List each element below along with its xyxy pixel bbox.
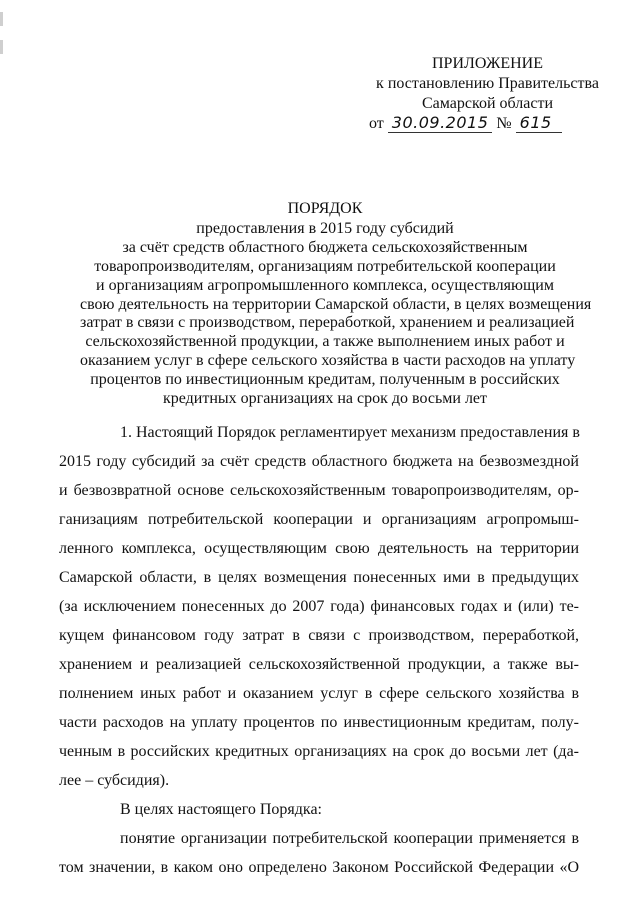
paragraph-line: кущем финансовом году затрат в связи с производством, переработкой, <box>59 627 579 644</box>
appendix-heading: ПРИЛОЖЕНИЕ <box>431 55 543 72</box>
paragraph-line: и безвозвратной основе сельскохозяйственным товаропроизводителям, ор- <box>59 482 579 499</box>
handwritten-date: 30.09.2015 <box>388 114 493 133</box>
paragraph-line: лее – субсидия). <box>59 772 170 789</box>
title-line: свою деятельность на территории Самарской области, в целях возмещения <box>80 295 592 313</box>
paragraph-line: части расходов на уплату процентов по инвестиционным кредитам, полу- <box>59 714 579 731</box>
title-line: предоставления в 2015 году субсидий <box>196 219 454 237</box>
paragraph-line: Самарской области, в целях возмещения понесенных ими в предыдущих <box>59 569 579 586</box>
paragraph-line: 2015 году субсидий за счёт средств областного бюджета на безвозмездной <box>59 453 579 470</box>
appendix-line-resolution: к постановлению Правительства <box>376 75 599 92</box>
paragraph-line: ганизациям потребительской кооперации и организациям агропромыш- <box>59 511 579 528</box>
paragraph-line: ленного комплекса, осуществляющим свою деятельность на территории <box>59 540 579 557</box>
appendix-date-line <box>340 114 630 134</box>
paragraph-line: В целях настоящего Порядка: <box>120 801 322 818</box>
paragraph-line: полнением иных работ и оказанием услуг в сфере сельского хозяйства в <box>59 685 579 702</box>
title-line: затрат в связи с производством, переработкой, хранением и реализацией <box>80 314 575 332</box>
title-line: сельскохозяйственной продукции, а также выполнением иных работ и <box>85 333 565 351</box>
number-sign: № <box>496 115 512 132</box>
title-line: за счёт средств областного бюджета сельскохозяйственным <box>122 238 528 256</box>
paragraph-line: том значении, в каком оно определено Законом Российской Федерации «О <box>59 859 579 876</box>
date-prefix: от <box>369 115 384 132</box>
title-line: товаропроизводителям, организациям потребительской кооперации <box>94 257 556 275</box>
title-line: процентов по инвестиционным кредитам, полученным в российских <box>90 371 560 389</box>
scan-edge-mark <box>0 12 10 26</box>
appendix-line-region: Самарской области <box>422 95 553 112</box>
paragraph-line: хранением и реализацией сельскохозяйственной продукции, а также вы- <box>59 656 579 673</box>
title-line: кредитных организациях на срок до восьми лет <box>162 390 488 408</box>
document-title: ПОРЯДОК <box>287 200 363 217</box>
document-title-block <box>80 200 592 409</box>
paragraph-2 <box>59 795 579 824</box>
title-line: и организациям агропромышленного комплекса, осуществляющим <box>96 276 554 294</box>
title-line: оказанием услуг в сфере сельского хозяйства в части расходов на уплату <box>80 352 576 370</box>
handwritten-number: 615 <box>516 114 562 133</box>
paragraph-line: понятие организации потребительской кооперации применяется в <box>120 830 579 847</box>
paragraph-1 <box>59 418 579 795</box>
appendix-header <box>340 54 630 134</box>
paragraph-3 <box>59 824 579 882</box>
scan-edge-mark <box>0 40 10 54</box>
paragraph-line: 1. Настоящий Порядок регламентирует механизм предоставления в <box>120 424 580 441</box>
paragraph-line: ченным в российских кредитных организациях на срок до восьми лет (да- <box>59 743 579 760</box>
paragraph-line: (за исключением понесенных до 2007 года) финансовых годах и (или) те- <box>59 598 579 615</box>
